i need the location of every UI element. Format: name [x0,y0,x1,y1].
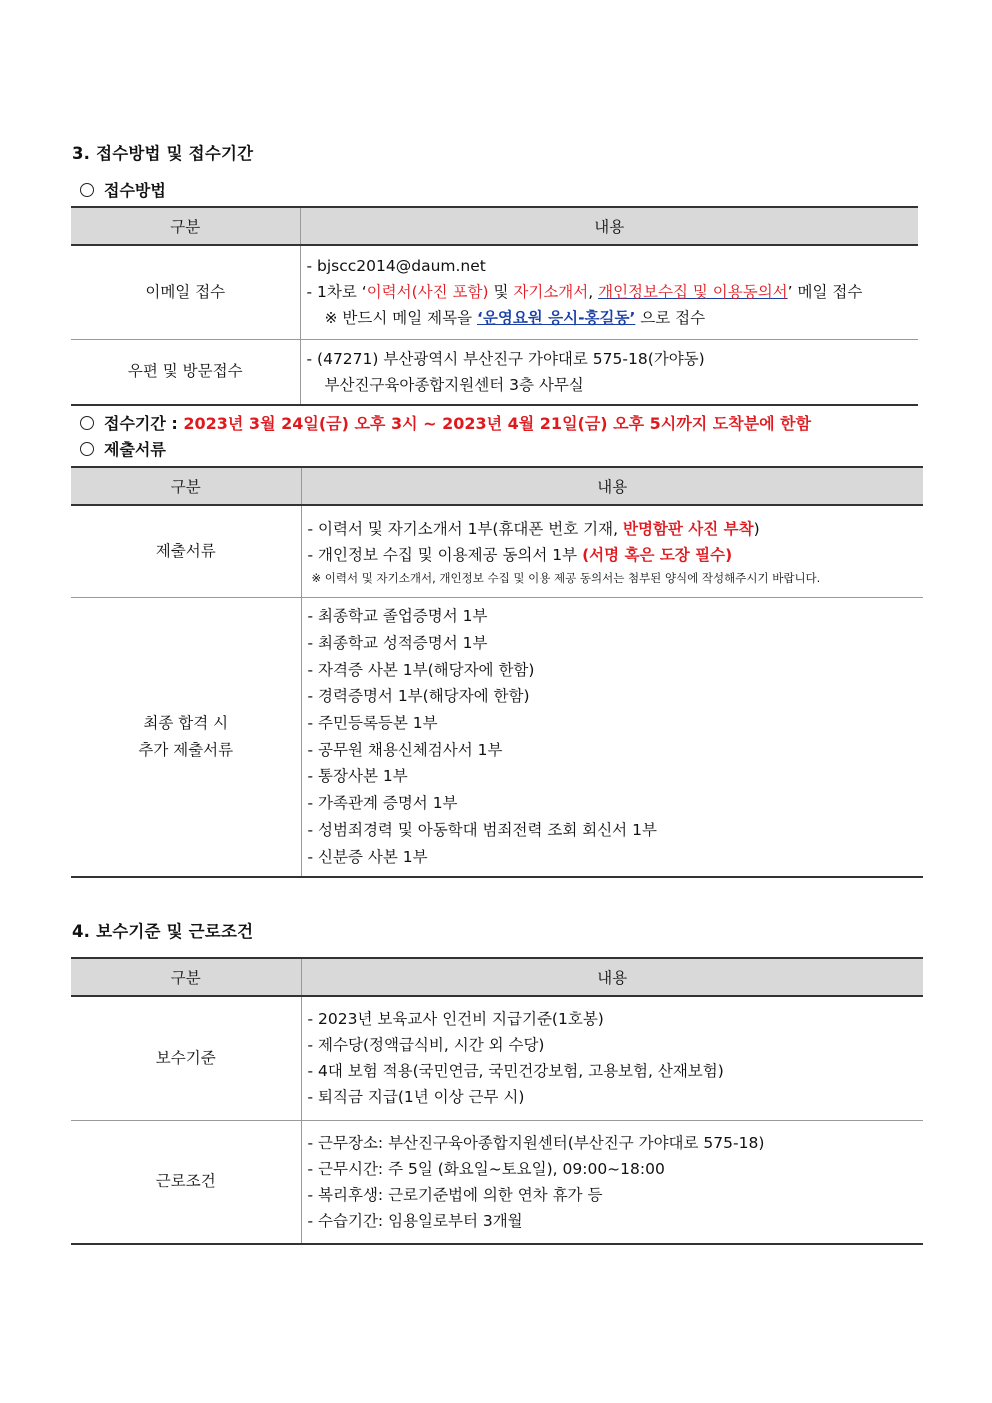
list-item: - 개인정보 수집 및 이용제공 동의서 1부 (서명 혹은 도장 필수) [307,546,733,565]
final-label-line-2: 추가 제출서류 [138,740,234,759]
section-3-title: 3. 접수방법 및 접수기간 [72,144,254,163]
list-item: - bjscc2014@daum.net [306,257,486,276]
list-item: - 4대 보험 적용(국민연금, 국민건강보험, 고용보험, 산재보험) [307,1062,724,1081]
email-label: 이메일 접수 [71,245,300,339]
final-content [301,597,923,877]
table-row [71,245,918,339]
docs-label: 제출서류 [71,505,301,597]
list-item: ※ 반드시 메일 제목을 ‘운영요원 응시-홍길동’ 으로 접수 [324,309,706,328]
list-item: - 신분증 사본 1부 [307,847,428,866]
list-item: - 제수당(정액급식비, 시간 외 수당) [307,1036,545,1055]
list-item: - 근무시간: 주 5일 (화요일~토요일), 09:00~18:00 [307,1159,665,1178]
docs-heading [80,437,166,460]
list-item: - 수습기간: 임용일로부터 3개월 [307,1211,523,1230]
list-item: - 복리후생: 근로기준법에 의한 연차 휴가 등 [307,1185,603,1204]
email-address: bjscc2014@daum.net [317,257,486,276]
list-item: - 자격증 사본 1부(해당자에 한함) [307,660,535,679]
list-item: - 최종학교 성적증명서 1부 [307,633,488,652]
pay-label: 보수기준 [71,996,301,1120]
list-item: 부산진구육아종합지원센터 3층 사무실 [324,375,584,394]
docs-table [71,466,923,878]
list-item: - 성범죄경력 및 아동학대 범죄전력 조회 회신서 1부 [307,820,657,839]
list-item: - 이력서 및 자기소개서 1부(휴대폰 번호 기재, 반명함판 사진 부착) [307,520,760,539]
list-item: - (47271) 부산광역시 부산진구 가야대로 575-18(가야동) [306,349,705,368]
circle-bullet-icon [80,442,94,456]
work-label: 근로조건 [71,1120,301,1244]
circle-bullet-icon [80,183,94,197]
consent-form-link[interactable]: 개인정보수집 및 이용동의서 [598,283,788,302]
docs-note: ※ 이력서 및 자기소개서, 개인정보 수집 및 이용 제공 동의서는 첨부된 양식에 작성해주시기 바랍니다. [311,571,821,586]
list-item: - 주민등록등본 1부 [307,714,438,733]
method-heading-text: 접수방법 [104,181,166,200]
list-item: - 최종학교 졸업증명서 1부 [307,607,488,626]
docs-table-header-content: 내용 [301,467,923,505]
period-value: 2023년 3월 24일(금) 오후 3시 ~ 2023년 4월 21일(금) 오후 5시까지 도착분에 한함 [183,414,812,433]
list-item: - 1차로 ‘이력서(사진 포함) 및 자기소개서, 개인정보수집 및 이용동의서’ 메일 접수 [306,283,863,302]
method-heading [80,178,166,201]
pay-table-header-content: 내용 [301,958,923,996]
list-item: - 2023년 보육교사 인건비 지급기준(1호봉) [307,1010,604,1029]
table-row [71,1120,923,1244]
list-item: - 퇴직금 지급(1년 이상 근무 시) [307,1088,525,1107]
list-item: - 경력증명서 1부(해당자에 한함) [307,687,530,706]
list-item: - 가족관계 증명서 1부 [307,794,458,813]
docs-heading-text: 제출서류 [104,440,166,459]
list-item: - 근무장소: 부산진구육아종합지원센터(부산진구 가야대로 575-18) [307,1133,765,1152]
table-row [71,597,923,877]
final-label-line-1: 최종 합격 시 [143,713,229,732]
docs-content [301,505,923,597]
method-table [71,206,918,406]
email-subject-format: ‘운영요원 응시-홍길동’ [476,309,636,328]
table-row [71,505,923,597]
post-label: 우편 및 방문접수 [71,339,300,405]
final-label [71,597,301,877]
email-content [300,245,918,339]
work-content [301,1120,923,1244]
circle-bullet-icon [80,416,94,430]
post-content [300,339,918,405]
pay-table [71,957,923,1245]
table-row [71,339,918,405]
section-4-title: 4. 보수기준 및 근로조건 [72,922,254,941]
pay-content [301,996,923,1120]
period-line [80,411,811,434]
method-table-header-category: 구분 [71,207,300,245]
method-table-header-content: 내용 [300,207,918,245]
period-label: 접수기간 : [104,414,184,433]
docs-table-header-category: 구분 [71,467,301,505]
pay-table-header-category: 구분 [71,958,301,996]
list-item: - 통장사본 1부 [307,767,408,786]
list-item: - 공무원 채용신체검사서 1부 [307,740,503,759]
table-row [71,996,923,1120]
